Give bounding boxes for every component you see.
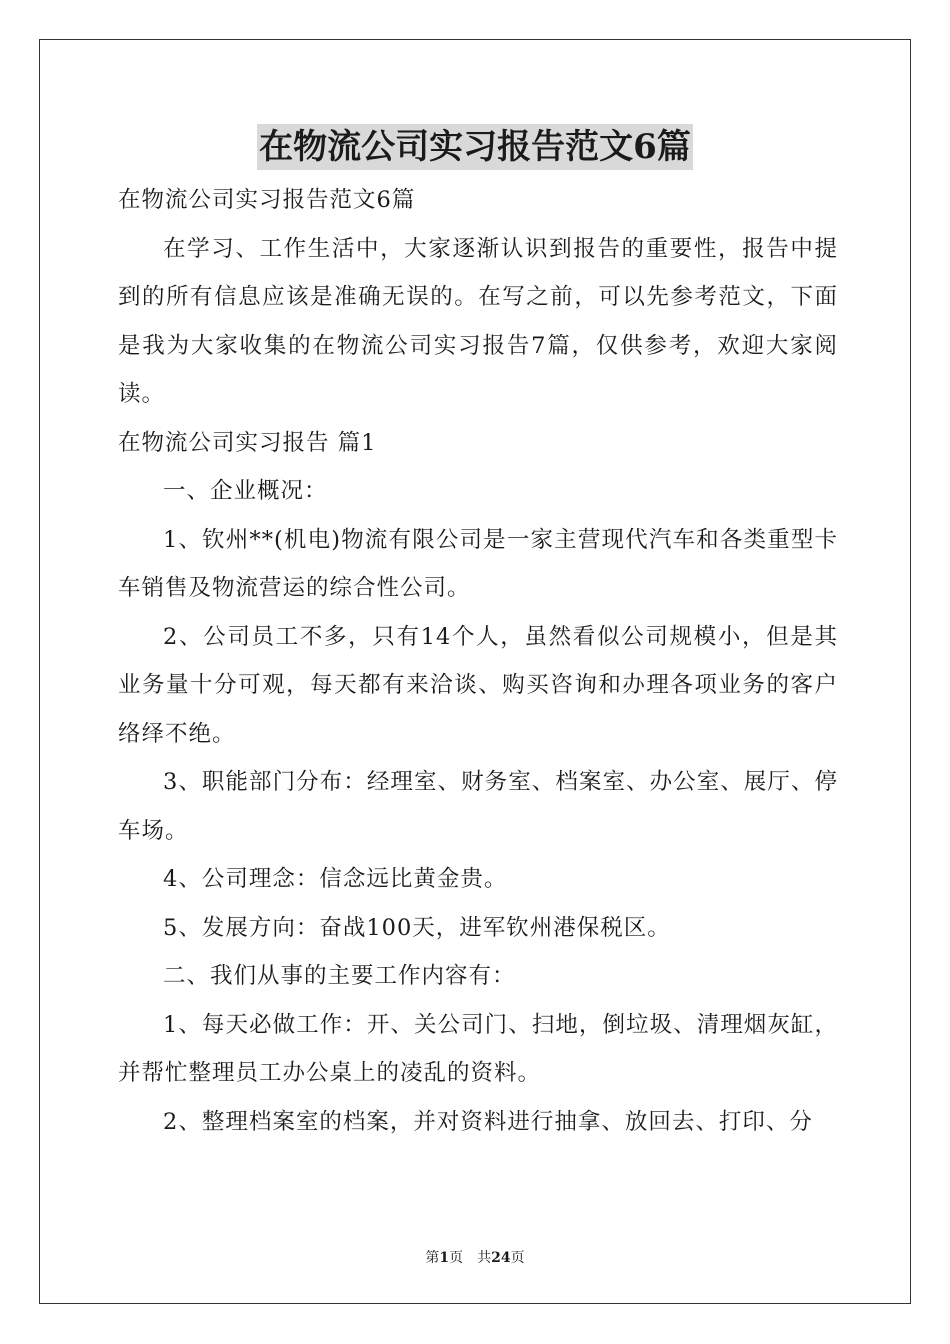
paragraph: 1、每天必做工作：开、关公司门、扫地，倒垃圾、清理烟灰缸，并帮忙整理员工办公桌上的凌乱的资料。 xyxy=(118,1011,838,1086)
paragraph: 2、整理档案室的档案，并对资料进行抽拿、放回去、打印、分 xyxy=(163,1108,813,1135)
footer-page-number: 1 xyxy=(439,1250,450,1266)
footer-prefix: 第 xyxy=(425,1250,440,1266)
footer-suffix: 页 xyxy=(510,1250,525,1266)
document-body xyxy=(118,176,838,1146)
paragraph: 在学习、工作生活中，大家逐渐认识到报告的重要性，报告中提到的所有信息应该是准确无误的。在写之前，可以先参考范文，下面是我为大家收集的在物流公司实习报告7篇，仅供参考，欢迎大家阅读。 xyxy=(118,235,838,407)
paragraph: 在物流公司实习报告范文6篇 xyxy=(118,187,416,213)
paragraph: 3、职能部门分布：经理室、财务室、档案室、办公室、展厅、停车场。 xyxy=(118,769,838,844)
footer-total-pages: 24 xyxy=(491,1250,511,1266)
paragraph: 二、我们从事的主要工作内容有： xyxy=(163,963,516,989)
page-footer xyxy=(0,1247,950,1267)
paragraph: 1、钦州**(机电)物流有限公司是一家主营现代汽车和各类重型卡车销售及物流营运的综合性公司。 xyxy=(118,526,838,601)
paragraph: 4、公司理念：信念远比黄金贵。 xyxy=(163,866,508,892)
paragraph: 一、企业概况： xyxy=(163,478,328,504)
footer-middle: 页 共 xyxy=(449,1250,492,1266)
title-container xyxy=(0,124,950,170)
paragraph: 5、发展方向：奋战100天，进军钦州港保税区。 xyxy=(163,914,671,941)
section-heading: 在物流公司实习报告 篇1 xyxy=(118,429,377,456)
paragraph: 2、公司员工不多，只有14个人，虽然看似公司规模小，但是其业务量十分可观，每天都有来洽谈、购买咨询和办理各项业务的客户络绎不绝。 xyxy=(118,623,838,747)
document-title: 在物流公司实习报告范文6篇 xyxy=(257,124,693,170)
